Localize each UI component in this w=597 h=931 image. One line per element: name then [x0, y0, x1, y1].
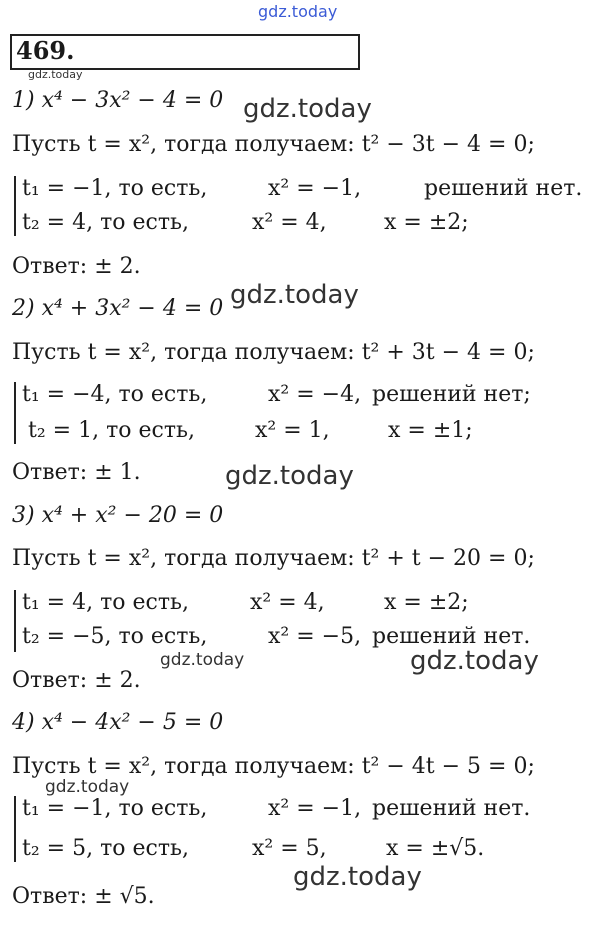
- part-1-case2-x: x² = 4,: [252, 210, 327, 235]
- part-2-substitution: Пусть t = x², тогда получаем: t² + 3t − 4 = 0;: [12, 340, 535, 365]
- part-2-case1-result: решений нет;: [372, 382, 531, 407]
- watermark-top: gdz.today: [258, 2, 338, 21]
- part-3-case1-x: x² = 4,: [250, 590, 325, 615]
- part-4-case1-t: t₁ = −1, то есть,: [22, 796, 208, 821]
- watermark: gdz.today: [243, 94, 372, 124]
- part-3-case2-t: t₂ = −5, то есть,: [22, 624, 208, 649]
- watermark: gdz.today: [225, 461, 354, 491]
- system-bracket: [14, 590, 16, 652]
- watermark: gdz.today: [160, 650, 245, 670]
- part-1-equation: 1) x⁴ − 3x² − 4 = 0: [12, 88, 224, 113]
- watermark: gdz.today: [410, 646, 539, 676]
- watermark: gdz.today: [293, 862, 422, 892]
- part-3-substitution: Пусть t = x², тогда получаем: t² + t − 20 = 0;: [12, 546, 535, 571]
- problem-number: 469.: [16, 36, 75, 65]
- part-2-case1-x: x² = −4,: [268, 382, 362, 407]
- part-2-case2-result: x = ±1;: [388, 418, 473, 443]
- part-3-equation: 3) x⁴ + x² − 20 = 0: [12, 503, 224, 528]
- part-1-case2-t: t₂ = 4, то есть,: [22, 210, 189, 235]
- part-4-case2-t: t₂ = 5, то есть,: [22, 836, 189, 861]
- part-4-substitution: Пусть t = x², тогда получаем: t² − 4t − 5 = 0;: [12, 754, 535, 779]
- part-1-answer: Ответ: ± 2.: [12, 254, 141, 279]
- part-2-case2-x: x² = 1,: [255, 418, 330, 443]
- part-4-case1-result: решений нет.: [372, 796, 531, 821]
- part-2-case2-t: t₂ = 1, то есть,: [28, 418, 195, 443]
- part-2-case1-t: t₁ = −4, то есть,: [22, 382, 208, 407]
- watermark-small: gdz.today: [28, 68, 83, 81]
- watermark: gdz.today: [45, 777, 130, 797]
- part-4-case2-x: x² = 5,: [252, 836, 327, 861]
- part-1-substitution: Пусть t = x², тогда получаем: t² − 3t − 4 = 0;: [12, 132, 535, 157]
- system-bracket: [14, 796, 16, 862]
- part-3-case2-x: x² = −5,: [268, 624, 362, 649]
- part-4-case1-x: x² = −1,: [268, 796, 362, 821]
- part-4-equation: 4) x⁴ − 4x² − 5 = 0: [12, 710, 224, 735]
- part-1-case1-t: t₁ = −1, то есть,: [22, 176, 208, 201]
- part-1-case2-result: x = ±2;: [384, 210, 469, 235]
- part-1-case1-result: решений нет.: [424, 176, 583, 201]
- part-4-answer: Ответ: ± √5.: [12, 884, 155, 909]
- part-2-answer: Ответ: ± 1.: [12, 460, 141, 485]
- system-bracket: [14, 382, 16, 444]
- part-3-answer: Ответ: ± 2.: [12, 668, 141, 693]
- part-1-case1-x: x² = −1,: [268, 176, 362, 201]
- system-bracket: [14, 176, 16, 236]
- part-2-equation: 2) x⁴ + 3x² − 4 = 0: [12, 296, 224, 321]
- part-4-case2-result: x = ±√5.: [386, 836, 485, 861]
- part-3-case1-result: x = ±2;: [384, 590, 469, 615]
- watermark: gdz.today: [230, 280, 359, 310]
- part-3-case1-t: t₁ = 4, то есть,: [22, 590, 189, 615]
- part-3-case2-result: решений нет.: [372, 624, 531, 649]
